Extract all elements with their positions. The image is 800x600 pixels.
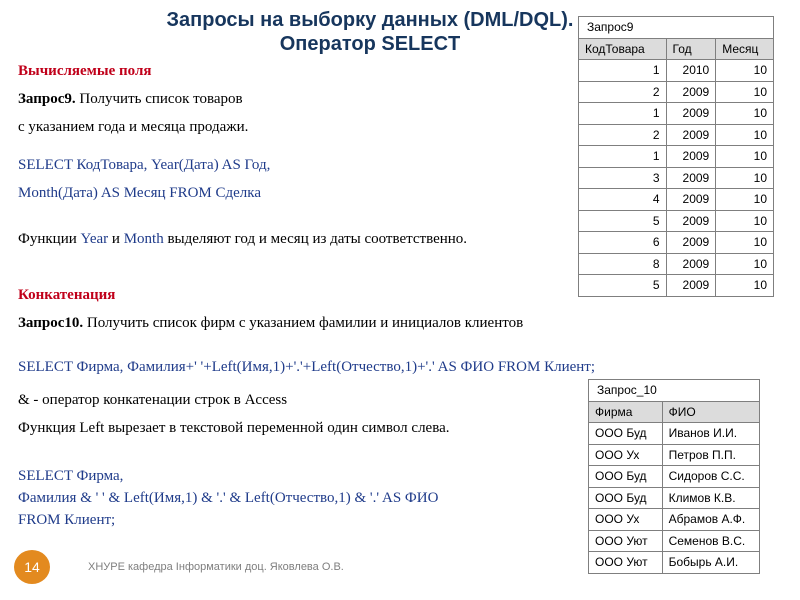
slide-title-line1: Запросы на выборку данных (DML/DQL). [166, 9, 574, 31]
table-cell: 4 [579, 189, 667, 211]
left-function-note: Функция Left вырезает в текстовой переменной один символ слева. [18, 420, 450, 436]
functions-note [18, 230, 467, 248]
slide-title-line2: Оператор SELECT [279, 33, 461, 55]
table-cell: 10 [716, 124, 774, 146]
table-cell: 2010 [666, 60, 716, 82]
query9-description [18, 90, 243, 108]
query10-text: Получить список фирм с указанием фамилии и инициалов клиентов [83, 315, 524, 331]
table-cell: ООО Буд [589, 466, 663, 488]
query9-label: Запрос9. [18, 91, 76, 107]
column-header: КодТовара [579, 38, 667, 60]
query10-result-table [588, 379, 760, 574]
function-year: Year [80, 231, 109, 247]
table-cell: 2 [579, 81, 667, 103]
column-header: Год [666, 38, 716, 60]
table-cell: 3 [579, 167, 667, 189]
table-cell: 10 [716, 103, 774, 125]
table-cell: 2009 [666, 124, 716, 146]
table-cell: Петров П.П. [662, 444, 759, 466]
query9-text: Получить список товаров [75, 91, 243, 107]
table-cell: ООО Ух [589, 509, 663, 531]
table-cell: 1 [579, 60, 667, 82]
table-cell: 1 [579, 146, 667, 168]
table-cell: 2009 [666, 189, 716, 211]
table-cell: ООО Ух [589, 444, 663, 466]
table-cell: 2 [579, 124, 667, 146]
table-cell: 2009 [666, 167, 716, 189]
table-cell: 2009 [666, 253, 716, 275]
table-row [579, 275, 774, 297]
heading-concatenation: Конкатенация [18, 287, 116, 303]
table-cell: ООО Уют [589, 530, 663, 552]
table-cell: 10 [716, 146, 774, 168]
functions-note-and: и [108, 231, 124, 247]
functions-note-prefix: Функции [18, 231, 81, 247]
table-row [579, 124, 774, 146]
table-row [589, 466, 760, 488]
table-cell: 2009 [666, 146, 716, 168]
table-caption: Запрос_10 [589, 380, 760, 402]
table-row [579, 189, 774, 211]
table-cell: 10 [716, 253, 774, 275]
table-row [589, 530, 760, 552]
heading-computed-fields: Вычисляемые поля [18, 63, 152, 79]
table-cell: 2009 [666, 275, 716, 297]
table-row [579, 253, 774, 275]
table-cell: 1 [579, 103, 667, 125]
table-row [579, 103, 774, 125]
table-cell: 2009 [666, 103, 716, 125]
sql-query9-line1: SELECT КодТовара, Year(Дата) AS Год, [18, 157, 271, 173]
table-cell: 5 [579, 210, 667, 232]
table-cell: 10 [716, 232, 774, 254]
table-cell: 10 [716, 210, 774, 232]
table-row [589, 552, 760, 574]
sql-query10-amp-line1: SELECT Фирма, [18, 468, 124, 484]
query10-label: Запрос10. [18, 315, 84, 331]
table-cell: ООО Уют [589, 552, 663, 574]
table-cell: 10 [716, 81, 774, 103]
table-caption: Запрос9 [579, 17, 774, 39]
table-row [579, 146, 774, 168]
column-header: Месяц [716, 38, 774, 60]
function-month: Month [123, 231, 164, 247]
table-cell: 10 [716, 189, 774, 211]
table-row [579, 81, 774, 103]
table-row [579, 232, 774, 254]
sql-query10-plus: SELECT Фирма, Фамилия+' '+Left(Имя,1)+'.'+Left(Отчество,1)+'.' AS ФИО FROM Клиент; [18, 359, 596, 375]
page-number-badge: 14 [14, 550, 50, 584]
query9-result-table [578, 16, 774, 297]
table-row [589, 423, 760, 445]
query9-description-line2: с указанием года и месяца продажи. [18, 119, 249, 135]
table-cell: Сидоров С.С. [662, 466, 759, 488]
table-cell: 2009 [666, 81, 716, 103]
table-row [589, 444, 760, 466]
table-cell: 10 [716, 167, 774, 189]
functions-note-suffix: выделяют год и месяц из даты соответственно. [163, 231, 468, 247]
sql-query9-line2: Month(Дата) AS Месяц FROM Сделка [18, 185, 262, 201]
table-row [579, 210, 774, 232]
table-cell: 10 [716, 60, 774, 82]
table-cell: 2009 [666, 232, 716, 254]
table-row [589, 509, 760, 531]
table-cell: Климов К.В. [662, 487, 759, 509]
table-cell: ООО Буд [589, 423, 663, 445]
table-row [579, 60, 774, 82]
table-cell: 10 [716, 275, 774, 297]
table-cell: 8 [579, 253, 667, 275]
column-header: ФИО [662, 401, 759, 423]
table-cell: 5 [579, 275, 667, 297]
sql-query10-amp-line2: Фамилия & ' ' & Left(Имя,1) & '.' & Left(Отчество,1) & '.' AS ФИО [18, 490, 439, 506]
table-cell: 6 [579, 232, 667, 254]
table-cell: Семенов В.С. [662, 530, 759, 552]
table-cell: Абрамов А.Ф. [662, 509, 759, 531]
table-cell: 2009 [666, 210, 716, 232]
table-row [589, 487, 760, 509]
query10-description [18, 314, 523, 332]
footer-author: ХНУРЕ кафедра Інформатики доц. Яковлева О.В. [88, 561, 344, 573]
ampersand-note: & - оператор конкатенации строк в Access [18, 392, 288, 408]
sql-query10-amp-line3: FROM Клиент; [18, 512, 116, 528]
table-row [579, 167, 774, 189]
table-cell: ООО Буд [589, 487, 663, 509]
table-cell: Иванов И.И. [662, 423, 759, 445]
column-header: Фирма [589, 401, 663, 423]
table-cell: Бобырь А.И. [662, 552, 759, 574]
